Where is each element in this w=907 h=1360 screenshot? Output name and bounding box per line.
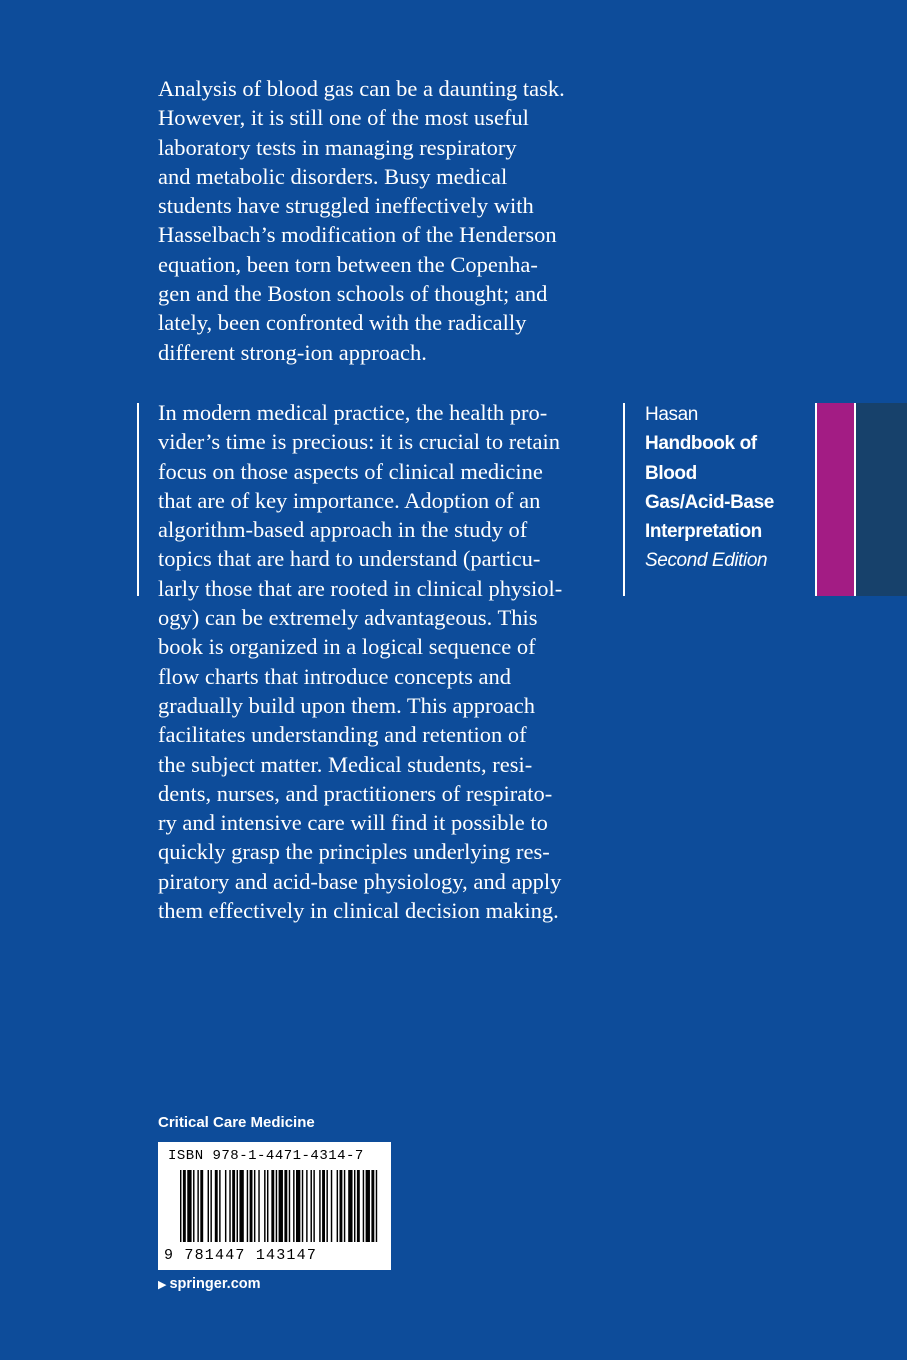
- barcode-bars: [166, 1170, 384, 1248]
- website-text: springer.com: [169, 1276, 261, 1292]
- isbn-barcode: [158, 1142, 391, 1270]
- series-name: Critical Care Medicine: [158, 1114, 315, 1131]
- isbn-label: ISBN 978-1-4471-4314-7: [168, 1148, 364, 1164]
- website-link[interactable]: [158, 1276, 261, 1292]
- navy-color-stripe: [856, 403, 907, 596]
- author-name: Hasan: [645, 404, 698, 425]
- edition-label: Second Edition: [645, 550, 768, 572]
- book-title: Handbook of Blood Gas/Acid-Base Interpretation: [645, 433, 774, 543]
- magenta-color-stripe: [815, 403, 856, 596]
- title-divider-line: [623, 403, 625, 596]
- description-paragraph-2: In modern medical practice, the health pro- vider’s time is precious: it is crucial to retain focus on those aspects of clinical medicine that are of key importance. Adoption of an algorithm-based approach in the study of topics that are hard to understand (particu- larly those that are rooted in clinical physiol- ogy) can be extremely advantageous. This book is organized in a logical sequence of flow charts that introduce concepts and gradually build upon them. This approach facilitates understanding and retention of the subject matter. Medical students, resi- dents, nurses, and practitioners of respirato- ry and intensive care will find it possible to quickly grasp the principles underlying res- piratory and acid-base physiology, and apply them effectively in clinical decision making.: [158, 400, 563, 924]
- left-divider-line: [137, 403, 139, 596]
- description-paragraph-1: Analysis of blood gas can be a daunting task. However, it is still one of the most useful laboratory tests in managing respiratory and metabolic disorders. Busy medical students have struggled ineffectively with Hasselbach’s modification of the Henderson equation, been torn between the Copenha- gen and the Boston schools of thought; and lately, been confronted with the radically different strong-ion approach.: [158, 76, 565, 365]
- arrow-icon: ▶: [158, 1279, 167, 1291]
- book-title-block: [645, 400, 774, 576]
- barcode-digits: 9 781447 143147: [164, 1247, 318, 1264]
